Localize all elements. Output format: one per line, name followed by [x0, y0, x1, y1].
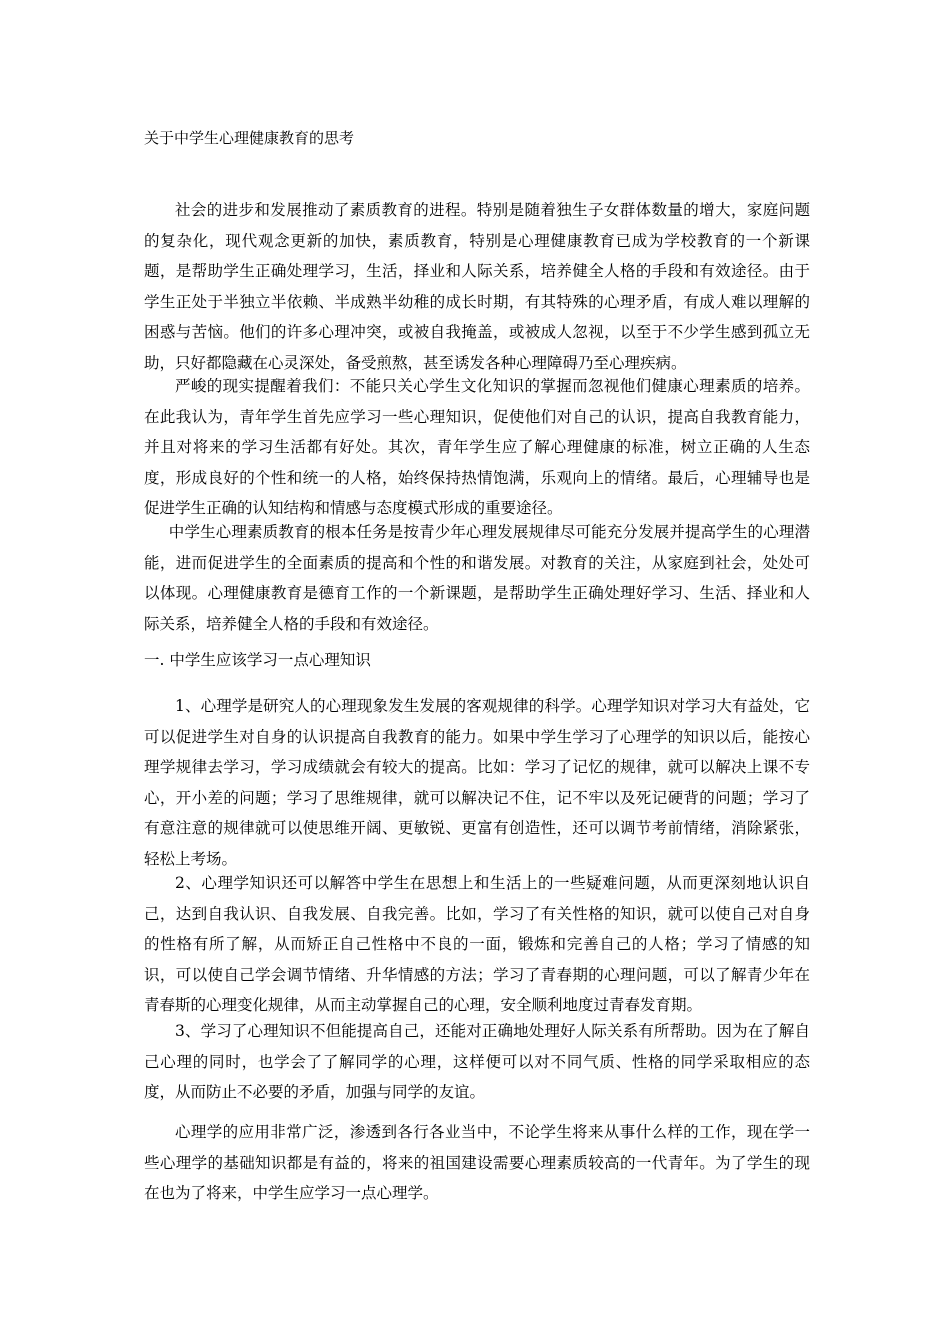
paragraph-point-1: 1、心理学是研究人的心理现象发生发展的客观规律的科学。心理学知识对学习大有益处，它可以促进学生对自身的认识提高自我教育的能力。如果中学生学习了心理学的知识以后，能按心理学规律去学习，学习成绩就会有较大的提高。比如：学习了记忆的规律，就可以解决上课不专心，开小差的问题；学习了思维规律，就可以解决记不住，记不牢以及死记硬背的问题；学习了有意注意的规律就可以使思维开阔、更敏锐、更富有创造性，还可以调节考前情绪，消除紧张，轻松上考场。 [144, 697, 810, 868]
paragraph-intro: 社会的进步和发展推动了素质教育的进程。特别是随着独生子女群体数量的增大，家庭问题的复杂化，现代观念更新的加快，素质教育，特别是心理健康教育已成为学校教育的一个新课题，是帮助学生正确处理学习，生活，择业和人际关系，培养健全人格的手段和有效途径。由于学生正处于半独立半依赖、半成熟半幼稚的成长时期，有其特殊的心理矛盾，有成人难以理解的困惑与苦恼。他们的许多心理冲突，或被自我掩盖，或被成人忽视，以至于不少学生感到孤立无助，只好都隐藏在心灵深处，备受煎熬，甚至诱发各种心理障碍乃至心理疾病。 [144, 201, 810, 372]
paragraph-conclusion: 心理学的应用非常广泛，渗透到各行各业当中，不论学生将来从事什么样的工作，现在学一些心理学的基础知识都是有益的，将来的祖国建设需要心理素质较高的一代青年。为了学生的现在也为了将来，中学生应学习一点心理学。 [144, 1123, 810, 1202]
paragraph-point-3: 3、学习了心理知识不但能提高自己，还能对正确地处理好人际关系有所帮助。因为在了解自己心理的同时，也学会了了解同学的心理，这样便可以对不同气质、性格的同学采取相应的态度，从而防止不必要的矛盾，加强与同学的友谊。 [144, 1022, 810, 1101]
section-heading: 一. 中学生应该学习一点心理知识 [144, 651, 371, 669]
document-title: 关于中学生心理健康教育的思考 [144, 129, 355, 147]
paragraph-core-task: 中学生心理素质教育的根本任务是按青少年心理发展规律尽可能充分发展并提高学生的心理潜能，进而促进学生的全面素质的提高和个性的和谐发展。对教育的关注，从家庭到社会，处处可以体现。心理健康教育是德育工作的一个新课题，是帮助学生正确处理好学习、生活、择业和人际关系，培养健全人格的手段和有效途径。 [144, 523, 810, 633]
paragraph-reality: 严峻的现实提醒着我们：不能只关心学生文化知识的掌握而忽视他们健康心理素质的培养。在此我认为，青年学生首先应学习一些心理知识，促使他们对自己的认识，提高自我教育能力，并且对将来的学习生活都有好处。其次，青年学生应了解心理健康的标准，树立正确的人生态度，形成良好的个性和统一的人格，始终保持热情饱满，乐观向上的情绪。最后，心理辅导也是促进学生正确的认知结构和情感与态度模式形成的重要途径。 [144, 377, 810, 517]
paragraph-point-2: 2、心理学知识还可以解答中学生在思想上和生活上的一些疑难问题，从而更深刻地认识自己，达到自我认识、自我发展、自我完善。比如，学习了有关性格的知识，就可以使自己对自身的性格有所了解，从而矫正自己性格中不良的一面，锻炼和完善自己的人格；学习了情感的知识，可以使自己学会调节情绪、升华情感的方法；学习了青春期的心理问题，可以了解青少年在青春斯的心理变化规律，从而主动掌握自己的心理，安全顺利地度过青春发育期。 [144, 874, 810, 1014]
